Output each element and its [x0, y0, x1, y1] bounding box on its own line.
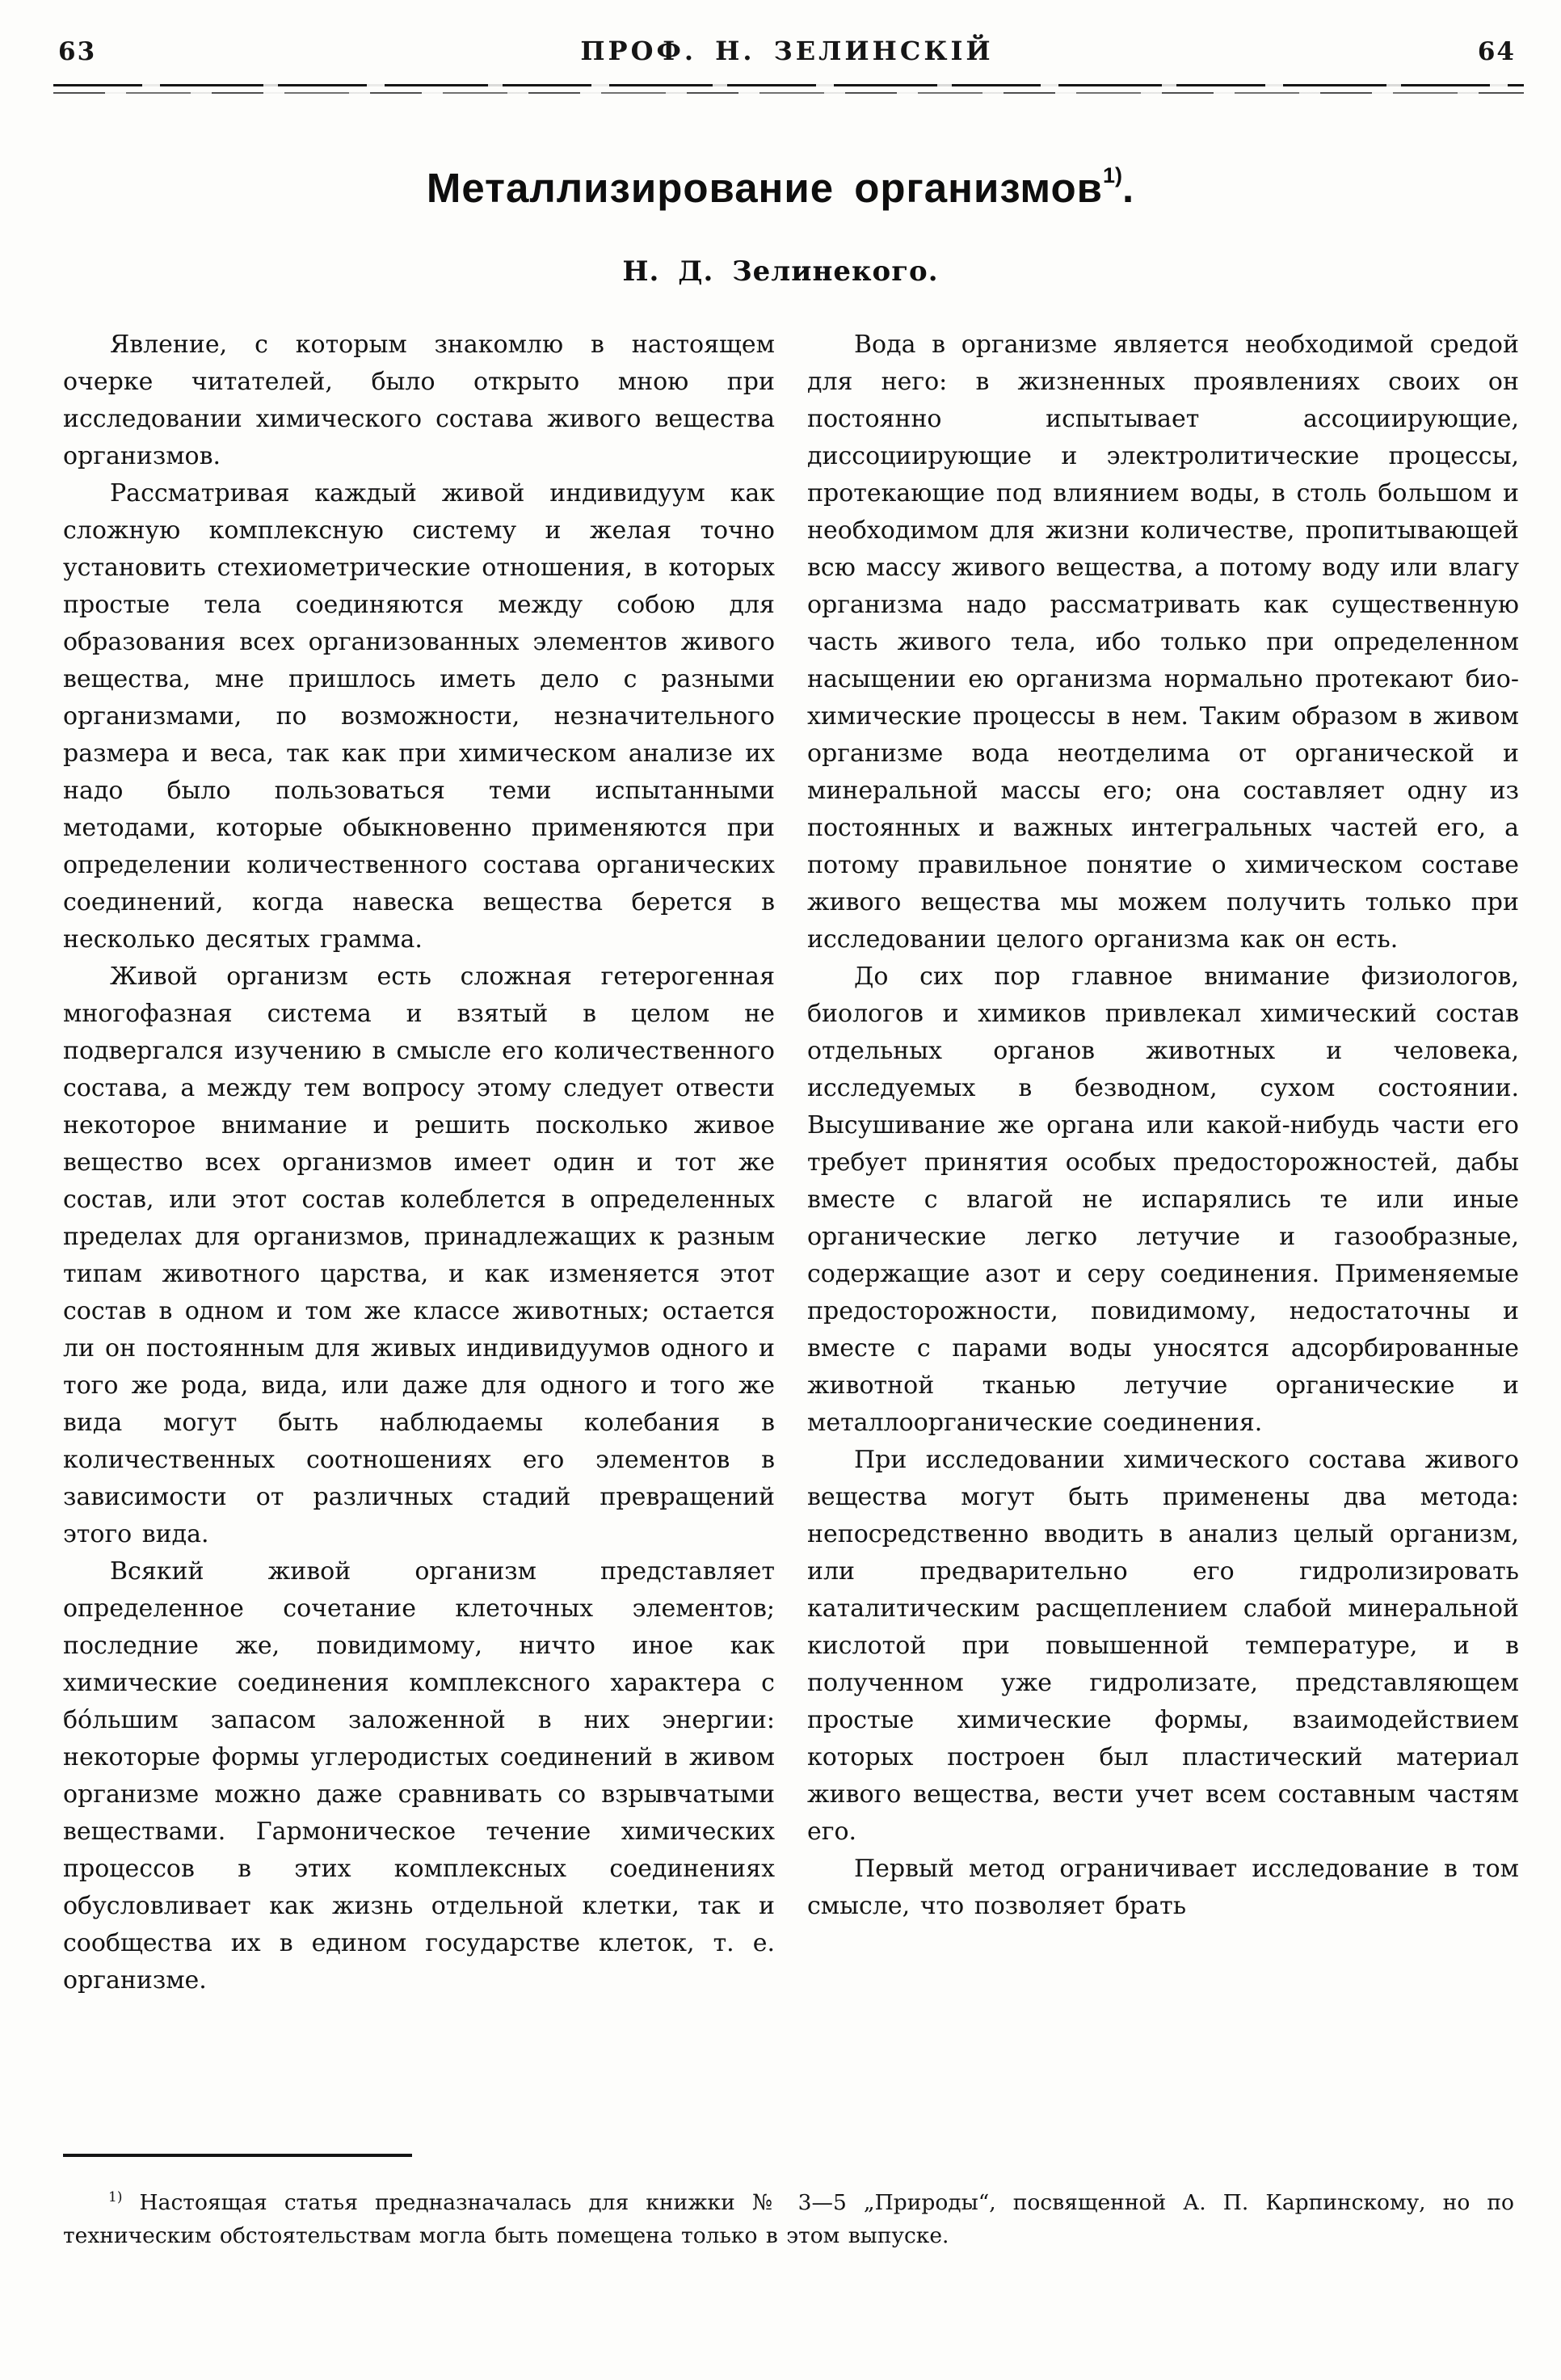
right-column-paragraph-1: Вода в организме является необходимой средой для него: в жизненных проявлениях своих он постоянно испытывает ассоциирующие, диссоциирующие и электролитические процессы, протекающие под влиянием воды, в столь большом и необходимом для жизни количестве, пропитывающей всю массу живого вещества, а потому воду или влагу организма надо рассматривать как существенную часть живого тела, ибо только при определенном насыщении ею организма нормально протекают био-химические процессы в нем. Таким образом в живом организме вода неотделима от органической и минеральной массы его; она составляет одну из постоянных и важных интегральных частей его, а потому правильное понятие о химическом составе живого вещества мы можем получить только при исследовании целого организма как он есть. [807, 331, 1519, 954]
left-column [63, 326, 775, 2149]
page-header [0, 0, 1561, 66]
right-column-paragraph-2: До сих пор главное внимание физиологов, биологов и химиков привлекал химический состав отдельных органов животных и человека, исследуемых в безводном, сухом состоянии. Высушивание же органа или какой-нибудь части его требует принятия особых предосторожностей, дабы вместе с влагой не испарялись те или иные органические легко летучие и газообразные, содержащие азот и серу соединения. Применяемые предосторожности, повидимому, недостаточны и вместе с парами воды уносятся адсорбированные животной тканью летучие органические и металлоорганические соединения. [807, 963, 1519, 1437]
right-column [807, 326, 1519, 2149]
footnote-area [0, 2154, 1561, 2252]
article-title-text: Металлизирование организмов [426, 165, 1103, 211]
header-rule-top [53, 84, 1524, 86]
page-number-right: 64 [1477, 37, 1516, 66]
article-body [0, 326, 1561, 2149]
footnote-body: Настоящая статья предназначалась для книжки № 3—5 „Природы“, посвященной А. П. Карпинскому, но по техническим обстоятельствам могла быть помещена только в этом выпуске. [63, 2189, 1514, 2248]
page-number-left: 63 [58, 37, 97, 66]
header-rules [53, 84, 1524, 94]
left-column-paragraph-3: Живой организм есть сложная гетерогенная многофазная система и взятый в целом не подвергался изучению в смысле его количественного состава, а между тем вопросу этому следует отвести некоторое внимание и решить посколько живое вещество всех организмов имеет один и тот же состав, или этот состав колеблется в определенных пределах для организмов, принадлежащих к разным типам животного царства, и как изменяется этот состав в одном и том же классе животных; остается ли он постоянным для живых индивидуумов одного и того же рода, вида, или даже для одного и того же вида могут быть наблюдаемы колебания в количественных соотношениях его элементов в зависимости от различных стадий превращений этого вида. [63, 963, 775, 1548]
running-title: ПРОФ. Н. ЗЕЛИНСКIЙ [580, 36, 994, 66]
article-author: Н. Д. Зелинекого. [622, 255, 939, 288]
footnote-text [63, 2181, 1514, 2252]
title-footnote-marker: 1) [1102, 163, 1122, 187]
header-rule-bottom [53, 92, 1524, 94]
left-column-paragraph-1: Явление, с которым знакомлю в настоящем очерке читателей, было открыто мною при исследовании химического состава живого вещества организмов. [63, 331, 775, 470]
right-column-paragraph-3: При исследовании химического состава живого вещества могут быть применены два метода: непосредственно вводить в анализ целый организм, или предварительно его гидролизировать каталитическим расщеплением слабой минеральной кислотой при повышенной температуре, и в полученном уже гидролизате, представляющем простые химические формы, взаимодействием которых построен был пластический материал живого вещества, вести учет всем составным частям его. [807, 1446, 1519, 1846]
article-title-period: . [1121, 165, 1135, 211]
left-column-paragraph-4: Всякий живой организм представляет определенное сочетание клеточных элементов; последние же, повидимому, ничто иное как химические соединения комплексного характера с бо́льшим запасом заложенной в них энергии: некоторые формы углеродистых соединений в живом организме можно даже сравнивать со взрывчатыми веществами. Гармоническое течение химических процессов в этих комплексных соединениях обусловливает как жизнь отдельной клетки, так и сообщества их в едином государстве клеток, т. е. организме. [63, 1557, 775, 1995]
right-column-paragraph-4: Первый метод ограничивает исследование в том смысле, что позволяет брать [807, 1855, 1519, 1920]
left-column-paragraph-2: Рассматривая каждый живой индивидуум как сложную комплексную систему и желая точно установить стехиометрические отношения, в которых простые тела соединяются между собою для образования всех организованных элементов живого вещества, мне пришлось иметь дело с разными организмами, по возможности, незначительного размера и веса, так как при химическом анализе их надо было пользоваться теми испытанными методами, которые обыкновенно применяются при определении количественного состава органических соединений, когда навеска вещества берется в несколько десятых грамма. [63, 479, 775, 954]
article-title [0, 163, 1561, 212]
footnote-rule [63, 2154, 412, 2157]
footnote-marker: 1) [108, 2189, 123, 2205]
